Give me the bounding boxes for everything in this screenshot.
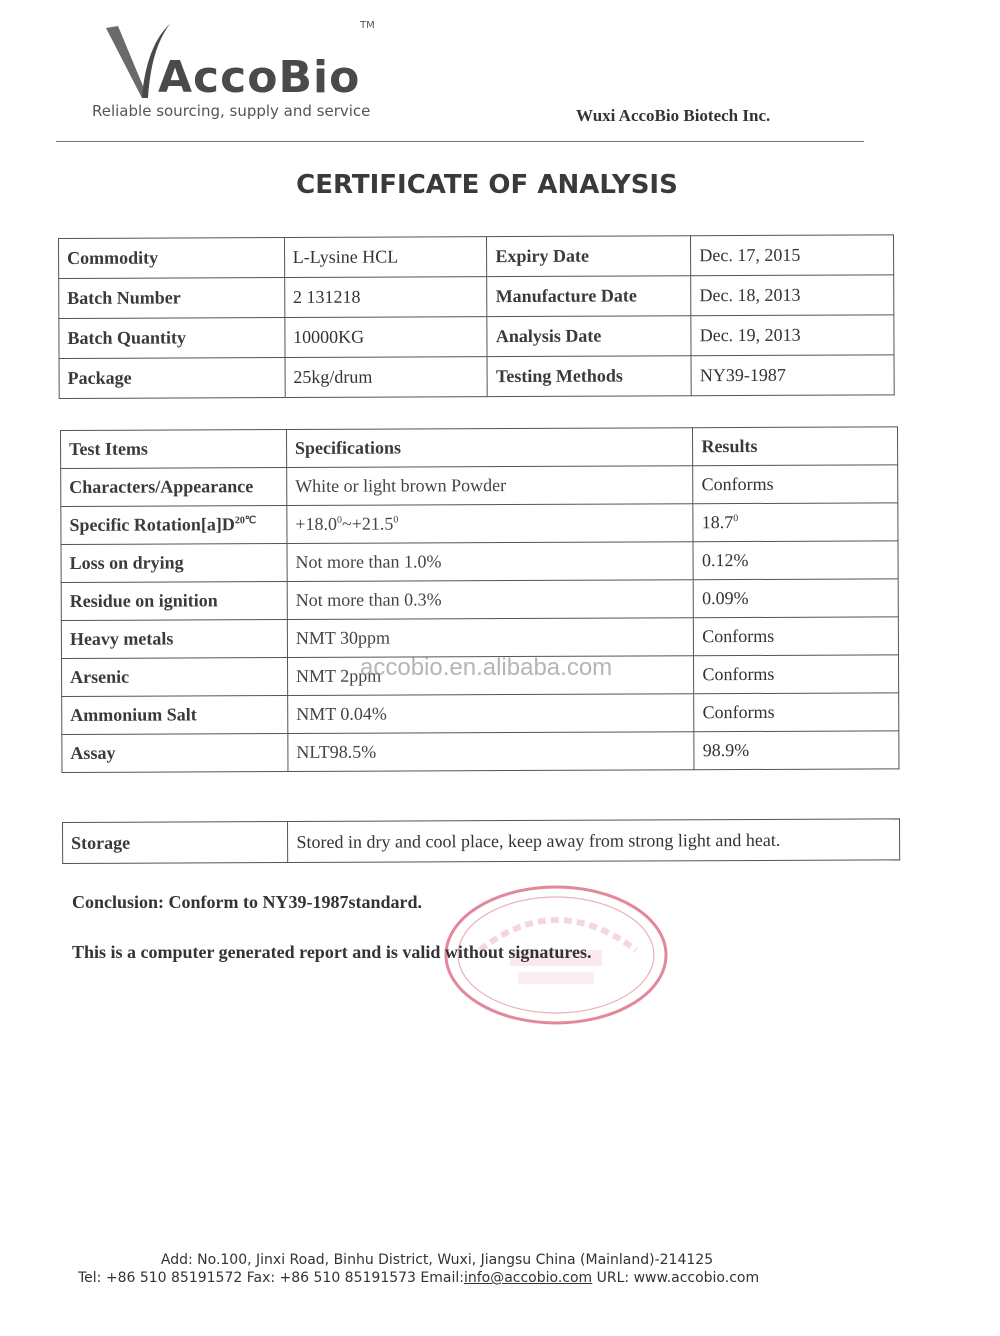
expiry-date-label: Expiry Date — [487, 236, 691, 277]
company-name: Wuxi AccoBio Biotech Inc. — [576, 106, 771, 125]
website-url[interactable]: URL: www.accobio.com — [596, 1270, 760, 1286]
test-item: Heavy metals — [61, 620, 287, 659]
test-item: Residue on ignition — [61, 582, 287, 621]
product-info-table — [58, 234, 895, 399]
test-spec: NMT 30ppm — [287, 618, 694, 658]
test-results-table — [60, 426, 899, 773]
spec-upper: ~+21.5 — [341, 513, 394, 534]
test-spec: NMT 0.04% — [288, 694, 695, 734]
test-result: 0.09% — [694, 579, 899, 618]
trademark-symbol: TM — [360, 20, 375, 31]
table-row — [59, 315, 894, 359]
table-row — [59, 275, 894, 319]
test-spec: White or light brown Powder — [287, 466, 694, 506]
temperature-superscript: 20℃ — [234, 515, 257, 527]
batch-number-value: 2 131218 — [284, 277, 487, 318]
test-spec: NMT 2ppm — [287, 656, 694, 696]
testing-methods-label: Testing Methods — [487, 356, 691, 397]
test-item: Characters/Appearance — [61, 468, 287, 507]
table-row — [62, 731, 899, 773]
brand-tagline: Reliable sourcing, supply and service — [92, 102, 371, 120]
table-row — [61, 503, 898, 545]
test-items-header: Test Items — [61, 430, 287, 469]
commodity-value: L-Lysine HCL — [284, 237, 487, 278]
package-value: 25kg/drum — [285, 357, 488, 398]
test-spec — [287, 504, 694, 544]
degree-superscript: 0 — [393, 514, 399, 526]
package-label: Package — [59, 358, 285, 399]
header-divider — [56, 141, 864, 142]
test-spec: Not more than 1.0% — [287, 542, 694, 582]
spec-lower: +18.0 — [295, 513, 338, 534]
test-result — [693, 503, 898, 542]
manufacture-date-value: Dec. 18, 2013 — [691, 275, 894, 316]
company-address: Add: No.100, Jinxi Road, Binhu District, Wuxi, Jiangsu China (Mainland)-214125 — [160, 1252, 714, 1268]
tel-fax-text: Tel: +86 510 85191572 Fax: +86 510 85191573 Email: — [78, 1270, 464, 1286]
test-spec: NLT98.5% — [288, 732, 695, 772]
test-result: 0.12% — [693, 541, 898, 580]
table-row — [62, 693, 899, 735]
table-row — [59, 355, 894, 399]
signature-note: This is a computer generated report and is valid without signatures. — [72, 942, 592, 962]
commodity-label: Commodity — [59, 238, 285, 279]
degree-superscript: 0 — [336, 514, 342, 526]
results-header: Results — [693, 427, 898, 466]
contact-line — [78, 1270, 759, 1286]
table-row — [61, 617, 898, 659]
test-result: Conforms — [694, 693, 899, 732]
watermark-text: accobio.en.alibaba.com — [360, 654, 613, 681]
expiry-date-value: Dec. 17, 2015 — [691, 235, 894, 276]
document-title: CERTIFICATE OF ANALYSIS — [296, 170, 678, 200]
test-result: Conforms — [694, 655, 899, 694]
degree-superscript: 0 — [733, 513, 739, 525]
table-row — [61, 541, 898, 583]
test-item-text: Specific Rotation[a]D — [69, 514, 235, 535]
test-item — [61, 506, 287, 545]
result-text: 18.7 — [701, 512, 734, 533]
brand-name: AccoBio — [158, 52, 361, 103]
test-result: Conforms — [694, 617, 899, 656]
test-result: 98.9% — [694, 731, 899, 770]
storage-label: Storage — [63, 822, 289, 864]
batch-quantity-label: Batch Quantity — [59, 318, 285, 359]
analysis-date-label: Analysis Date — [487, 316, 691, 357]
analysis-date-value: Dec. 19, 2013 — [691, 315, 894, 356]
company-logo — [92, 18, 412, 128]
table-header-row — [61, 427, 898, 469]
email-link[interactable]: info@accobio.com — [463, 1270, 593, 1286]
storage-value: Stored in dry and cool place, keep away from strong light and heat. — [288, 819, 900, 863]
test-item: Assay — [62, 734, 288, 773]
testing-methods-value: NY39-1987 — [691, 355, 894, 396]
specifications-header: Specifications — [286, 428, 693, 468]
manufacture-date-label: Manufacture Date — [487, 276, 691, 317]
test-spec: Not more than 0.3% — [287, 580, 694, 620]
conclusion-text: Conclusion: Conform to NY39-1987standard. — [72, 892, 423, 912]
table-row — [61, 465, 898, 507]
test-item: Arsenic — [61, 658, 287, 697]
batch-quantity-value: 10000KG — [285, 317, 488, 358]
batch-number-label: Batch Number — [59, 278, 285, 319]
table-row — [61, 579, 898, 621]
table-row — [63, 819, 900, 864]
test-item: Ammonium Salt — [62, 696, 288, 735]
storage-table — [62, 818, 900, 864]
test-result: Conforms — [693, 465, 898, 504]
table-row — [59, 235, 894, 279]
test-item: Loss on drying — [61, 544, 287, 583]
